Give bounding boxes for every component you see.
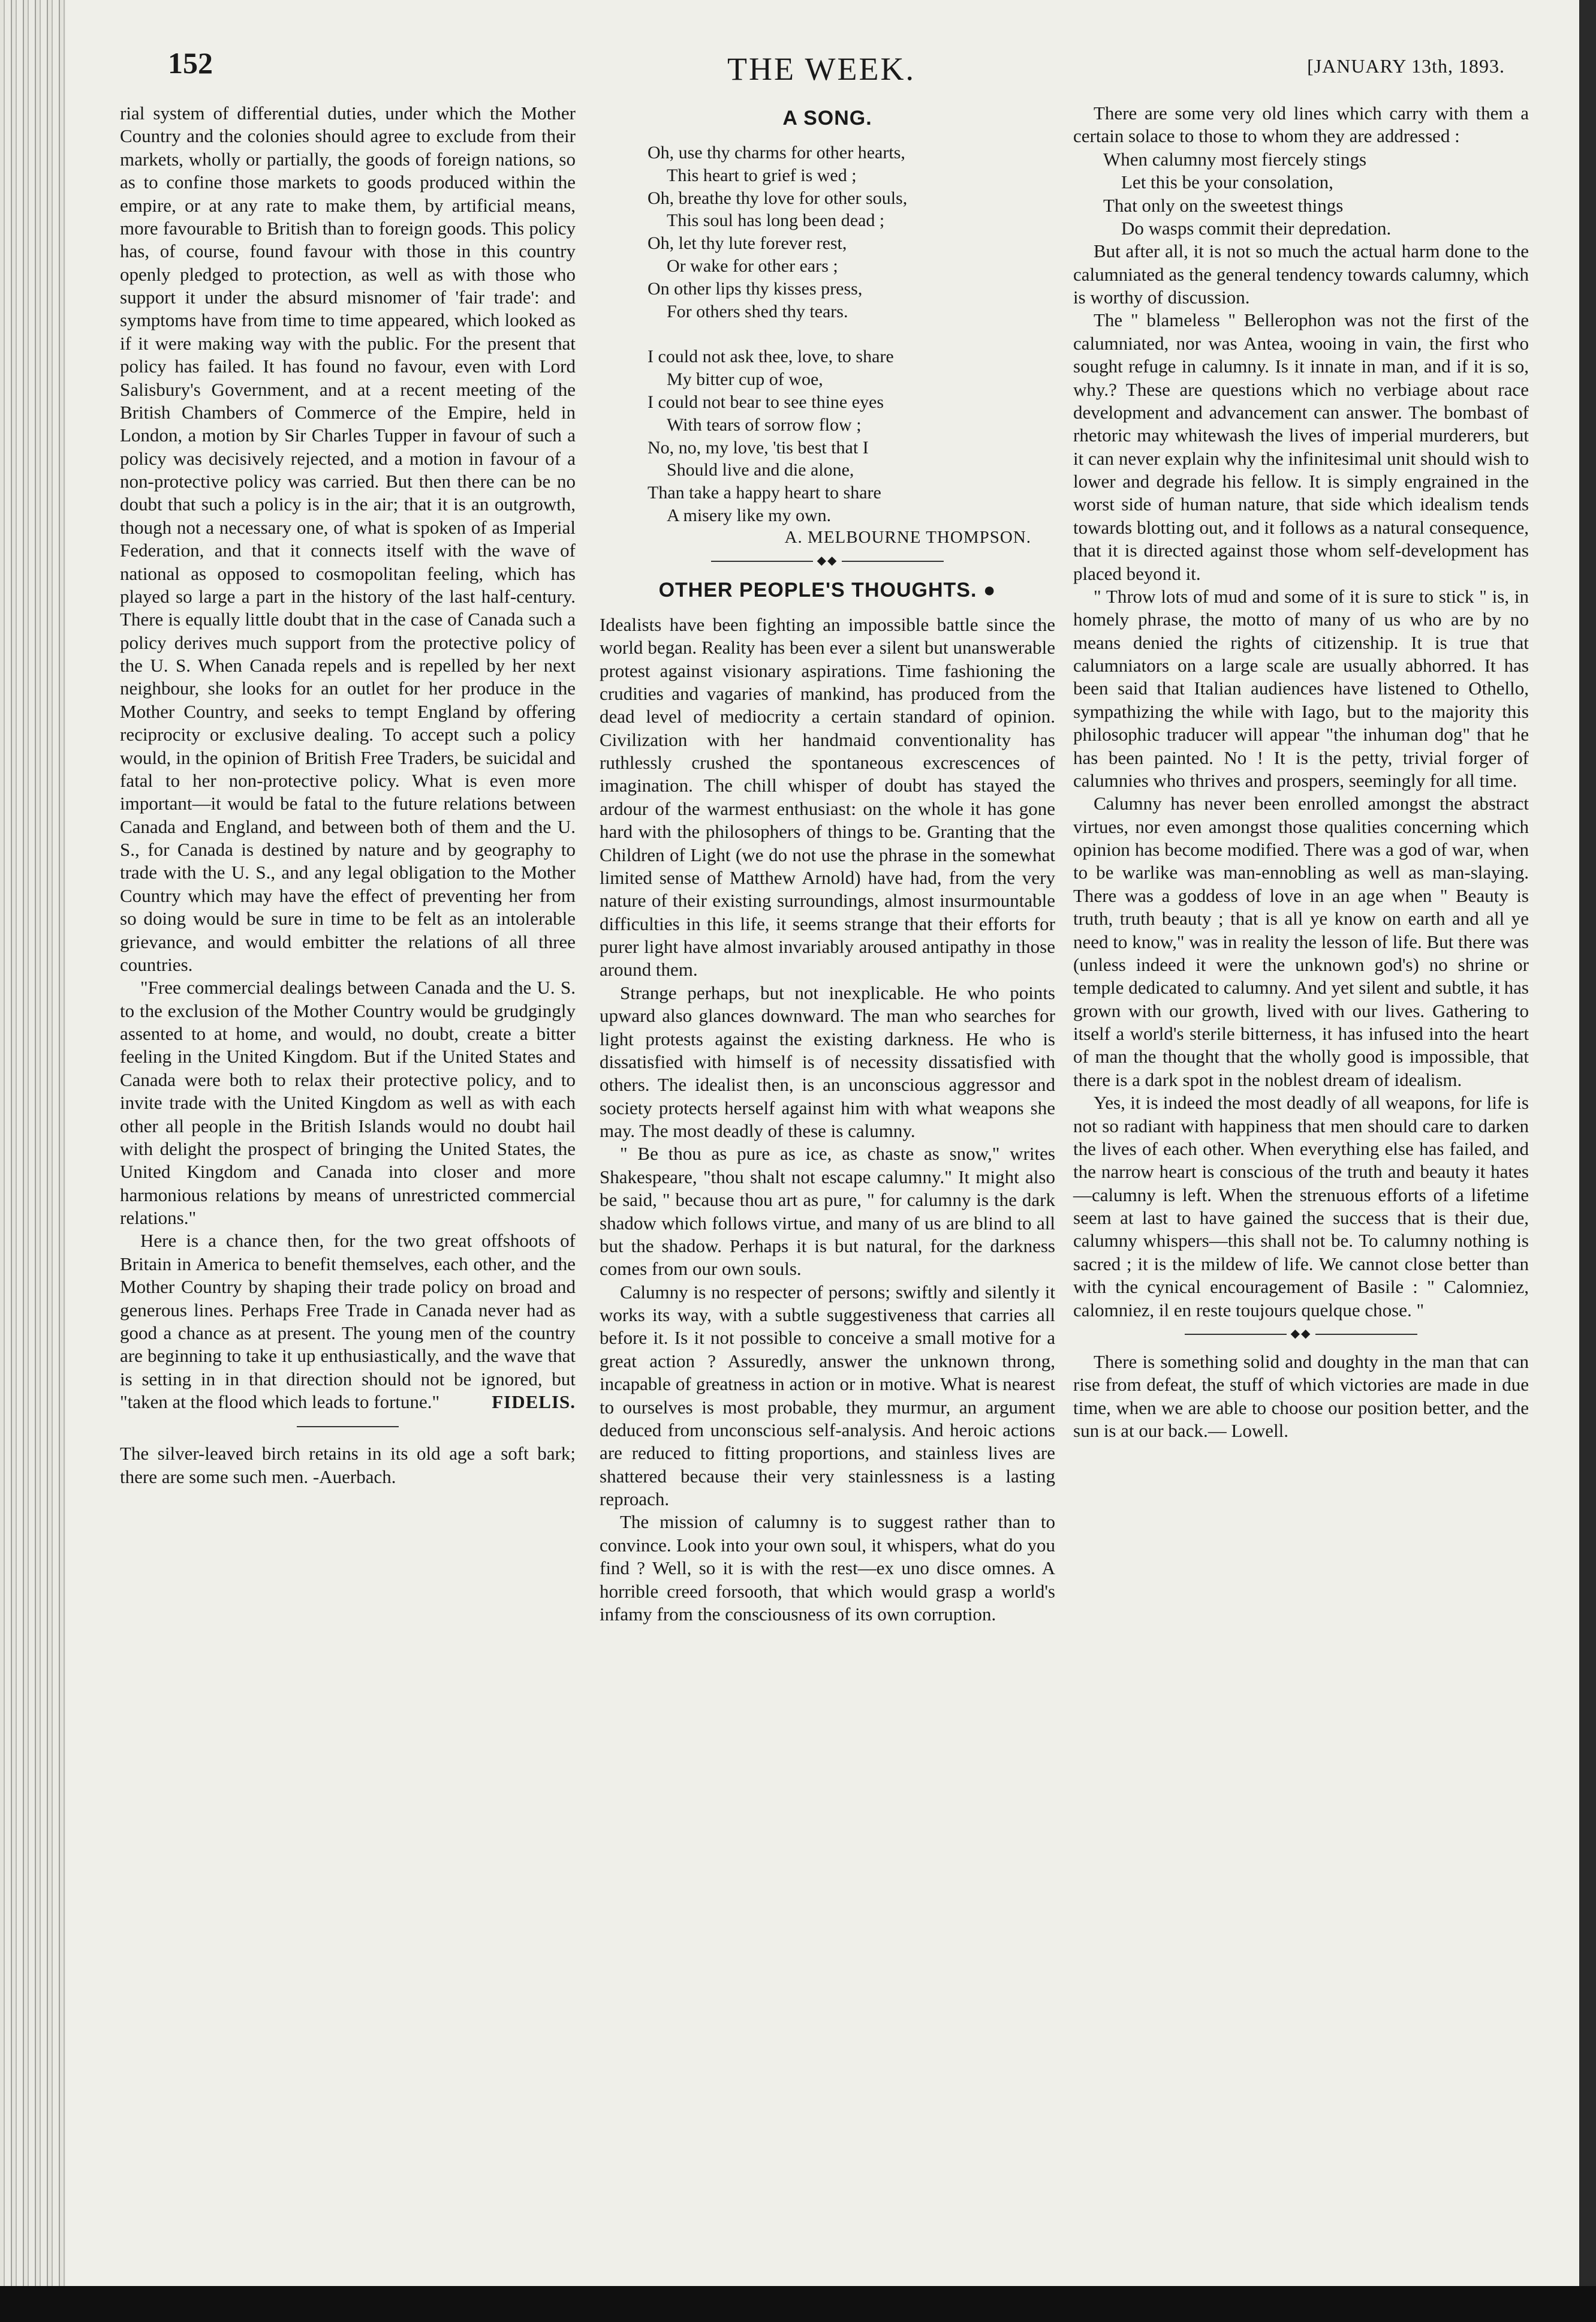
poem-line: Oh, breathe thy love for other souls, (648, 188, 908, 208)
divider: ◆◆ (1073, 1328, 1529, 1340)
poem-line: Than take a happy heart to share (648, 483, 881, 503)
section-title: OTHER PEOPLE'S THOUGHTS. ● (658, 578, 996, 601)
divider (120, 1419, 576, 1431)
paragraph: rial system of differential duties, under which the Mother Country and the colonies should agree to exclude from their markets, wholly or partially, the goods of foreign nations, so as to confine those markets to goods produced within the empire, or at any rate to make them, by artificial means, more favourable to British than to foreign goods. This policy has, of course, found favour with those in this country openly pledged to protection, as well as with those who support it under the absurd misnomer of 'fair trade': and symptoms have from time to time appeared, which looked as if it were making way with the public. For the present that policy has failed. It has found no favour, even with Lord Salisbury's Government, and at a recent meeting of the British Chambers of Commerce of the Empire, held in London, a motion by Sir Charles Tupper in favour of such a policy was decisively rejected, and a motion in favour of a non-protective policy was carried. But then there can be no doubt that such a policy is in the air; that it is an outgrowth, though not a necessary one, of what is spoken of as Imperial Federation, and that it connects itself with the wave of national as opposed to cosmopolitan feeling, which has played so large a part in the history of the last half-century. There is equally little doubt that in the case of Canada such a policy derives much support from the protective policy of the U. S. When Canada repels and is repelled by her next neighbour, she looks for an outlet for her produce in the Mother Country, and seeks to tempt England by offering reciprocity or exclusive dealing. To accept such a policy would, in the opinion of British Free Traders, be suicidal and fatal to her non-protective policy. What is even more important—it would be fatal to the future relations between Canada and England, and between both of them and the U. S., for Canada is destined by nature and by geography to trade with the U. S., and any legal obligation to the Mother Country which may have the effect of preventing her from so doing would be sure in time to be felt as an intolerable grievance, and would embitter the relations of all three countries. (120, 103, 576, 975)
poem-line: Oh, use thy charms for other hearts, (648, 143, 905, 163)
verse-line: When calumny most fiercely stings (1103, 148, 1367, 170)
verse-line: That only on the sweetest things (1103, 194, 1344, 216)
paragraph: Here is a chance then, for the two great offshoots of Britain in America to benefit themselves, each other, and the Mother Country by shaping their trade policy on broad and generous lines. Perhaps Free Trade in Canada never had as good a chance as at present. The young men of the country are beginning to take it up enthusiastically, and the wave that is setting in in that direction should not be ignored, but "taken at the flood which leads to fortune." FIDELIS. (120, 1229, 576, 1413)
newspaper-page (102, 42, 1541, 2261)
poem-line: No, no, my love, 'tis best that I (648, 437, 869, 458)
column-right (1073, 102, 1529, 1442)
poem-line: For others shed thy tears. (667, 301, 848, 321)
paragraph: But after all, it is not so much the actual harm done to the calumniated as the general tendency towards calumny, which is worthy of discussion. (1073, 240, 1529, 308)
verse-line: Let this be your consolation, (1121, 172, 1333, 193)
masthead: THE WEEK. (727, 51, 916, 87)
verse (1103, 148, 1529, 240)
page-edge (1579, 0, 1596, 2322)
paragraph: Calumny is no respecter of persons; swiftly and silently it works its way, with a subtle suggestiveness that carries all before it. Is it not possible to conceive a small motive for a great action ? Assuredly, answer the unknown throng, incapable of greatness in action or in motive. What is nearest to ourselves is most probable, they murmur, an argument deduced from unconscious self-analysis. And heroic actions are reduced to fitting proportions, and stainless lives are shattered because their very stainlessness is a lasting reproach. (600, 1281, 1055, 1510)
paragraph: "Free commercial dealings between Canada and the U. S. to the exclusion of the Mother Country would be grudgingly assented to at home, and would, no doubt, create a bitter feeling in the United Kingdom. But if the United States and Canada were both to relax their protective policy, and to invite trade with the United Kingdom as well as with each other all people in the British Islands would no doubt hail with delight the prospect of bringing the United States, the United Kingdom and Canada into closer and more harmonious relations by means of unrestricted commercial relations." (120, 977, 576, 1228)
signature-fidelis: FIDELIS. (492, 1391, 576, 1412)
paragraph: Calumny has never been enrolled amongst the abstract virtues, nor even amongst those qualities concerning which opinion has become modified. There was a god of war, when to be warlike was man-ennobling as well as man-slaying. There was a goddess of love in an age when " Beauty is truth, truth beauty ; that is all ye know on earth and all ye need to know," was in reality the lesson of life. But there was (unless indeed it were the unknown god's) no shrine or temple dedicated to calumny. And yet silent and subtle, it has grown with our growth, lived with our lives. Gathering to itself a world's sterile bitterness, it has infused into the heart of man the thought that the wholly good is impossible, that there is a dark spot in the noblest dream of idealism. (1073, 793, 1529, 1090)
paragraph-lowell: There is something solid and doughty in the man that can rise from defeat, the stuff of which victories are made in due time, when we are able to choose our position better, and the sun is at our back.— Lowell. (1073, 1351, 1529, 1441)
poem-line: I could not ask thee, love, to share (648, 347, 894, 367)
paragraph: The mission of calumny is to suggest rather than to convince. Look into your own soul, it whispers, what do you find ? Well, so it is with the rest—ex uno disce omnes. A horrible creed forsooth, that which would grasp a world's infamy from the consciousness of its own corruption. (600, 1511, 1055, 1625)
issue-date: [JANUARY 13th, 1893. (1307, 55, 1505, 77)
poem (648, 142, 1055, 527)
poem-line: Should live and die alone, (667, 460, 854, 480)
divider: ◆◆ (600, 555, 1055, 567)
paragraph: " Throw lots of mud and some of it is sure to stick " is, in homely phrase, the motto of many of us who are by no means denied the rights of citizenship. It is true that calumniators on a large scale are usually abhorred. It has been said that Italian audiences have listened to Othello, sympathizing the while with Iago, but to the majority this philosophic traducer will appear "the inhuman dog" that he has been painted. No ! It is the petty, trivial forger of calumnies who thrives and prospers, seemingly for all time. (1073, 585, 1529, 791)
paragraph: Idealists have been fighting an impossible battle since the world began. Reality has been ever a silent but unanswerable protest against visionary aspirations. Time fashioning the crudities and vagaries of mankind, has produced from the dead level of mediocrity a certain standard of opinion. Civilization with her handmaid conventionality has ruthlessly crushed the spontaneous excrescences of imagination. The chill whisper of doubt has stayed the ardour of the warmest enthusiast: on the whole it has gone hard with the philosophers of things to be. Granting that the Children of Light (we do not use the phrase in the somewhat limited sense of Matthew Arnold) have had, from the very nature of their existing surroundings, almost insurmountable difficulties in this life, it seems strange that their efforts for purer light have almost invariably aroused antipathy in those around them. (600, 613, 1055, 980)
scan-border (0, 2286, 1596, 2322)
paragraph: " Be thou as pure as ice, as chaste as snow," writes Shakespeare, "thou shalt not escape calumny." It might also be said, " because thou art as pure, " for calumny is the dark shadow which follows virtue, and many of us are blind to all but the shadow. Perhaps it is but natural, for the darkness comes from our own souls. (600, 1143, 1055, 1280)
poem-line: With tears of sorrow flow ; (667, 414, 862, 435)
poem-line: Oh, let thy lute forever rest, (648, 233, 847, 254)
book-spine-shadow (0, 0, 66, 2322)
quote-auerbach: The silver-leaved birch retains in its old age a soft bark; there are some such men. -Auerbach. (120, 1443, 576, 1487)
page-header (102, 42, 1541, 108)
paragraph: Strange perhaps, but not inexplicable. He who points upward also glances downward. The man who searches for light protests against the existing darkness. He who is dissatisfied with himself is of necessity dissatisfied with others. The idealist then, is an unconscious aggressor and society protects herself against him with what weapons she may. The most deadly of these is calumny. (600, 982, 1055, 1142)
poem-line: On other lips thy kisses press, (648, 278, 863, 299)
paragraph: Yes, it is indeed the most deadly of all weapons, for life is not so radiant with happiness that men should care to darken the lives of each other. When everything else has failed, and the narrow heart is conscious of the truth and beauty it hates—calumny is left. When the strenuous efforts of a lifetime seem at last to have gained the success that is their due, calumny whispers—this shall not be. To calumny nothing is sacred ; it is the mildew of life. We cannot close better than with the cynical encouragement of Basile : " Calomniez, calomniez, il en reste toujours quelque chose. " (1073, 1092, 1529, 1321)
paragraph: There are some very old lines which carry with them a certain solace to those to whom they are addressed : (1073, 103, 1529, 147)
poem-line: My bitter cup of woe, (667, 369, 823, 390)
poem-line: A misery like my own. (667, 506, 832, 526)
page-number: 152 (168, 46, 213, 80)
verse-line: Do wasps commit their depredation. (1121, 217, 1392, 239)
column-left (120, 102, 576, 1488)
paragraph: The " blameless " Bellerophon was not the first of the calumniated, nor was Antea, wooing in vain, the first who sought refuge in calumny. Is it innate in man, and if it is so, why.? These are questions which no verbiage about race development and advancement can answer. The bombast of rhetoric may whitewash the lives of imperial murderers, but it can never explain why the infinitesimal unit should wish to lower and degrade his fellow. It is simply engrained in the worst side of human nature, that side which idealism tends towards blotting out, and it follows as a natural consequence, that it is directed against those whom self-development has placed beyond it. (1073, 309, 1529, 584)
poem-line: This heart to grief is wed ; (667, 165, 857, 185)
poem-line: This soul has long been dead ; (667, 210, 885, 231)
poem-line: I could not bear to see thine eyes (648, 392, 884, 413)
song-title: A SONG. (782, 107, 872, 130)
column-middle (600, 102, 1055, 1626)
bullet-icon: ● (983, 578, 996, 601)
poem-line: Or wake for other ears ; (667, 256, 838, 276)
poem-author: A. MELBOURNE THOMPSON. (784, 527, 1031, 547)
